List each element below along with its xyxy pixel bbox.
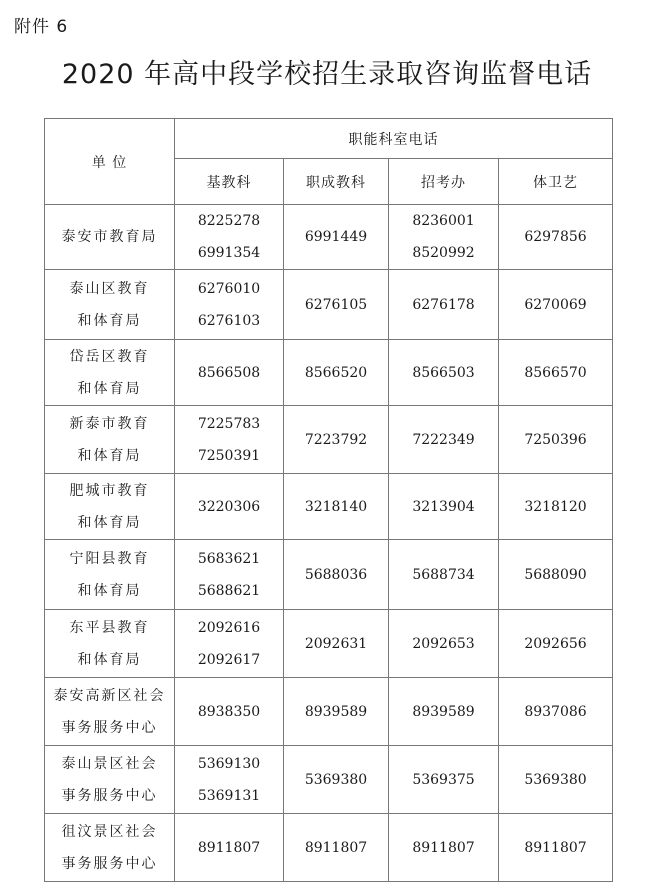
phone-cell (284, 406, 389, 474)
unit-name-line: 东平县教育 (69, 619, 150, 636)
phone-table (44, 118, 613, 882)
table-row (45, 814, 613, 882)
phone-cell (175, 610, 284, 678)
unit-name-line: 事务服务中心 (61, 855, 158, 872)
unit-name-cell (45, 340, 175, 406)
phone-cell (499, 205, 613, 270)
header-row-1 (45, 119, 613, 159)
phone-number: 6276010 (197, 280, 261, 297)
phone-cell (499, 746, 613, 814)
phone-cell (175, 270, 284, 340)
phone-cell (284, 678, 389, 746)
phone-number: 8566503 (412, 364, 475, 381)
phone-number: 8566570 (524, 364, 587, 381)
column-header: 体卫艺 (499, 159, 613, 205)
unit-name-cell (45, 746, 175, 814)
table-row (45, 474, 613, 540)
phone-cell (284, 540, 389, 610)
unit-name-cell (45, 270, 175, 340)
phone-number: 6297856 (524, 229, 587, 245)
phone-number: 6270069 (524, 296, 587, 313)
phone-number: 5683621 (197, 550, 261, 567)
phone-cell (499, 610, 613, 678)
phone-cell (175, 540, 284, 610)
phone-number: 8911807 (524, 839, 587, 856)
phone-cell (389, 406, 499, 474)
phone-number: 3218120 (524, 498, 587, 515)
unit-name-line: 和体育局 (77, 582, 142, 599)
phone-number: 8911807 (197, 839, 261, 856)
phone-number: 8911807 (304, 839, 368, 856)
phone-cell (499, 678, 613, 746)
phone-cell (284, 610, 389, 678)
unit-name-line: 新泰市教育 (69, 415, 150, 432)
unit-name-line: 事务服务中心 (61, 787, 158, 804)
phone-cell (284, 270, 389, 340)
phone-cell (499, 540, 613, 610)
phone-cell (499, 814, 613, 882)
unit-name-line: 和体育局 (77, 514, 142, 531)
phone-cell (389, 678, 499, 746)
phone-number: 5688090 (524, 566, 587, 583)
column-header: 基教科 (175, 159, 284, 205)
unit-name-line: 和体育局 (77, 651, 142, 668)
phone-number: 6991449 (304, 229, 368, 245)
phone-cell (175, 474, 284, 540)
phone-number: 5369380 (304, 771, 368, 788)
phone-number: 7250391 (197, 447, 261, 464)
phone-cell (175, 406, 284, 474)
phone-number: 6276105 (304, 296, 368, 313)
unit-name-line: 宁阳县教育 (69, 550, 150, 567)
phone-cell (499, 340, 613, 406)
unit-name-line: 徂汶景区社会 (61, 823, 158, 840)
phone-cell (499, 270, 613, 340)
phone-cell (389, 270, 499, 340)
phone-number: 2092653 (412, 635, 475, 652)
phone-cell (499, 474, 613, 540)
phone-number: 8236001 (412, 213, 475, 229)
unit-name-line: 和体育局 (77, 312, 142, 329)
phone-cell (389, 610, 499, 678)
table-row (45, 540, 613, 610)
unit-name-cell (45, 814, 175, 882)
phone-number: 2092631 (304, 635, 368, 652)
phone-number: 7223792 (304, 431, 368, 448)
phone-cell (389, 746, 499, 814)
unit-name-line: 和体育局 (77, 380, 142, 397)
unit-name-line: 事务服务中心 (61, 719, 158, 736)
phone-cell (284, 474, 389, 540)
unit-name-line: 泰安市教育局 (61, 229, 158, 245)
document-title: 2020 年高中段学校招生录取咨询监督电话 (61, 59, 593, 90)
phone-number: 2092616 (197, 619, 261, 636)
unit-name-cell (45, 474, 175, 540)
group-header: 职能科室电话 (175, 119, 613, 159)
phone-cell (175, 340, 284, 406)
unit-name-cell (45, 610, 175, 678)
phone-cell (284, 205, 389, 270)
phone-number: 3220306 (197, 498, 261, 515)
phone-number: 5688036 (304, 566, 368, 583)
table-row (45, 610, 613, 678)
phone-cell (284, 340, 389, 406)
phone-number: 8225278 (197, 213, 261, 229)
phone-number: 7222349 (412, 431, 475, 448)
phone-number: 8566520 (304, 364, 368, 381)
unit-name-cell (45, 678, 175, 746)
phone-cell (389, 540, 499, 610)
phone-number: 7250396 (524, 431, 587, 448)
unit-name-line: 和体育局 (77, 447, 142, 464)
phone-cell (284, 814, 389, 882)
phone-cell (389, 814, 499, 882)
phone-cell (284, 746, 389, 814)
phone-number: 5688621 (197, 582, 261, 599)
unit-name-cell (45, 205, 175, 270)
phone-number: 5369380 (524, 771, 587, 788)
phone-number: 6991354 (197, 245, 261, 261)
table-row (45, 678, 613, 746)
phone-number: 5369130 (197, 755, 261, 772)
phone-number: 2092656 (524, 635, 587, 652)
table-row (45, 270, 613, 340)
unit-name-line: 岱岳区教育 (69, 348, 150, 365)
phone-number: 8566508 (197, 364, 261, 381)
phone-number: 8937086 (524, 703, 587, 720)
phone-number: 5688734 (412, 566, 475, 583)
unit-name-line: 肥城市教育 (69, 482, 150, 499)
phone-number: 3213904 (412, 498, 475, 515)
unit-name-cell (45, 406, 175, 474)
phone-number: 7225783 (197, 415, 261, 432)
phone-cell (175, 678, 284, 746)
phone-number: 5369131 (197, 787, 261, 804)
phone-number: 8939589 (412, 703, 475, 720)
table-row (45, 746, 613, 814)
phone-cell (175, 746, 284, 814)
column-header: 招考办 (389, 159, 499, 205)
phone-number: 6276103 (197, 312, 261, 329)
phone-cell (175, 814, 284, 882)
phone-cell (389, 205, 499, 270)
attachment-label: 附件 6 (14, 17, 69, 37)
unit-name-cell (45, 540, 175, 610)
phone-number: 8911807 (412, 839, 475, 856)
unit-name-line: 泰山区教育 (69, 280, 150, 297)
table-body (45, 119, 613, 882)
table-row (45, 205, 613, 270)
phone-number: 3218140 (304, 498, 368, 515)
table-row (45, 340, 613, 406)
phone-cell (389, 474, 499, 540)
phone-number: 5369375 (412, 771, 475, 788)
unit-name-line: 泰安高新区社会 (53, 687, 166, 704)
unit-header: 单 位 (45, 119, 175, 205)
phone-number: 8939589 (304, 703, 368, 720)
phone-number: 6276178 (412, 296, 475, 313)
phone-cell (499, 406, 613, 474)
phone-cell (175, 205, 284, 270)
table-row (45, 406, 613, 474)
column-header: 职成教科 (284, 159, 389, 205)
phone-number: 2092617 (197, 651, 261, 668)
phone-number: 8938350 (197, 703, 261, 720)
unit-name-line: 泰山景区社会 (61, 755, 158, 772)
phone-cell (389, 340, 499, 406)
phone-number: 8520992 (412, 245, 475, 261)
